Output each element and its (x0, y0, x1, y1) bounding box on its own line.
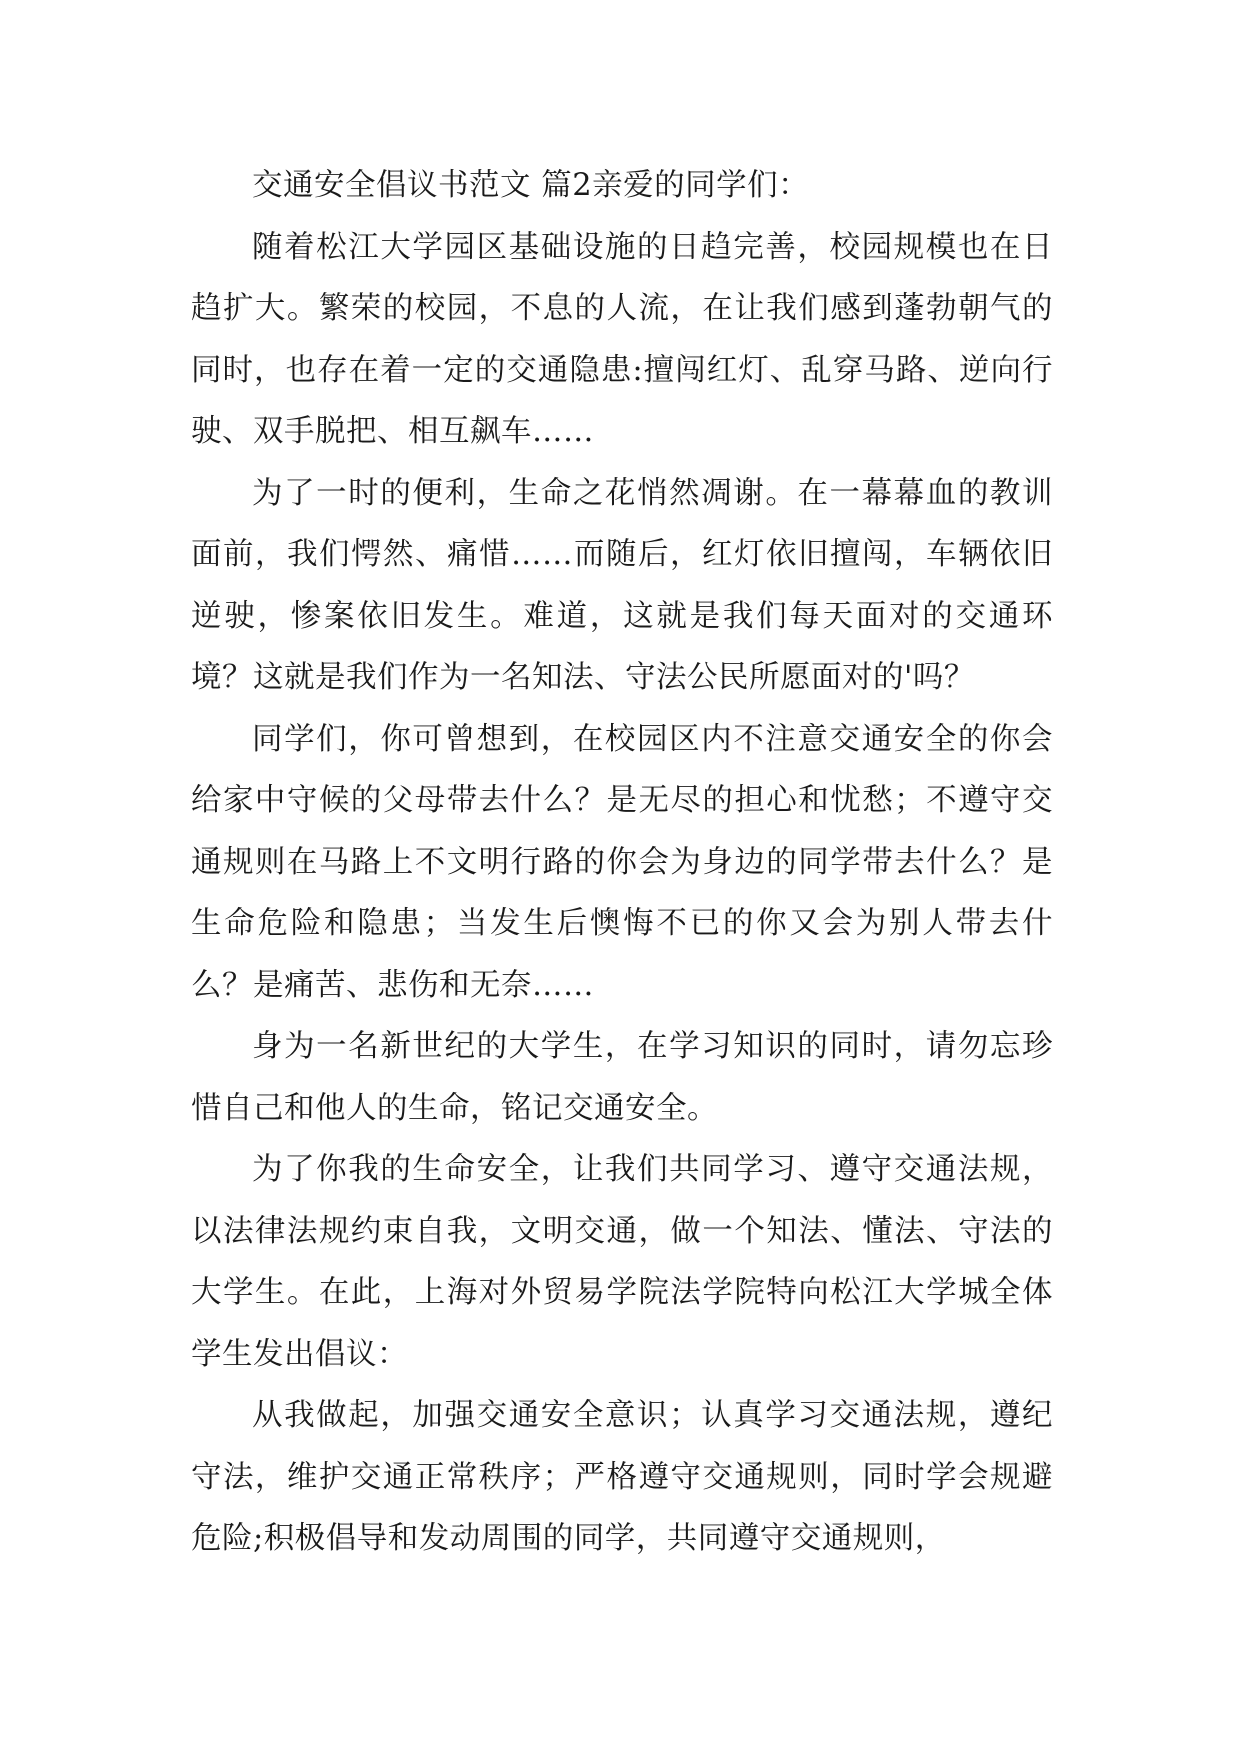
paragraph-title: 交通安全倡议书范文 篇2亲爱的同学们： (252, 168, 810, 203)
paragraph: 为了你我的生命安全，让我们共同学习、遵守交通法规，以法律法规约束自我，文明交通，做一个知法、懂法、守法的大学生。在此，上海对外贸易学院法学院特向松江大学城全体学生发出倡议： (191, 1152, 1053, 1372)
paragraph: 同学们，你可曾想到，在校园区内不注意交通安全的你会给家中守候的父母带去什么？是无尽的担心和忧愁；不遵守交通规则在马路上不文明行路的你会为身边的同学带去什么？是生命危险和隐患；当发生后懊悔不已的你又会为别人带去什么？是痛苦、悲伤和无奈…… (191, 721, 1053, 1003)
paragraph: 随着松江大学园区基础设施的日趋完善，校园规模也在日趋扩大。繁荣的校园，不息的人流，在让我们感到蓬勃朝气的同时，也存在着一定的交通隐患:擅闯红灯、乱穿马路、逆向行驶、双手脱把、相互飙车…… (191, 229, 1053, 449)
document-body (191, 155, 1053, 1570)
paragraph: 为了一时的便利，生命之花悄然凋谢。在一幕幕血的教训面前，我们愕然、痛惜……而随后，红灯依旧擅闯，车辆依旧逆驶，惨案依旧发生。难道，这就是我们每天面对的交通环境？这就是我们作为一名知法、守法公民所愿面对的'吗？ (191, 475, 1053, 695)
paragraph: 身为一名新世纪的大学生，在学习知识的同时，请勿忘珍惜自己和他人的生命，铭记交通安全。 (191, 1029, 1053, 1126)
paragraph: 从我做起，加强交通安全意识；认真学习交通法规，遵纪守法，维护交通正常秩序；严格遵守交通规则，同时学会规避危险;积极倡导和发动周围的同学，共同遵守交通规则， (191, 1398, 1053, 1556)
